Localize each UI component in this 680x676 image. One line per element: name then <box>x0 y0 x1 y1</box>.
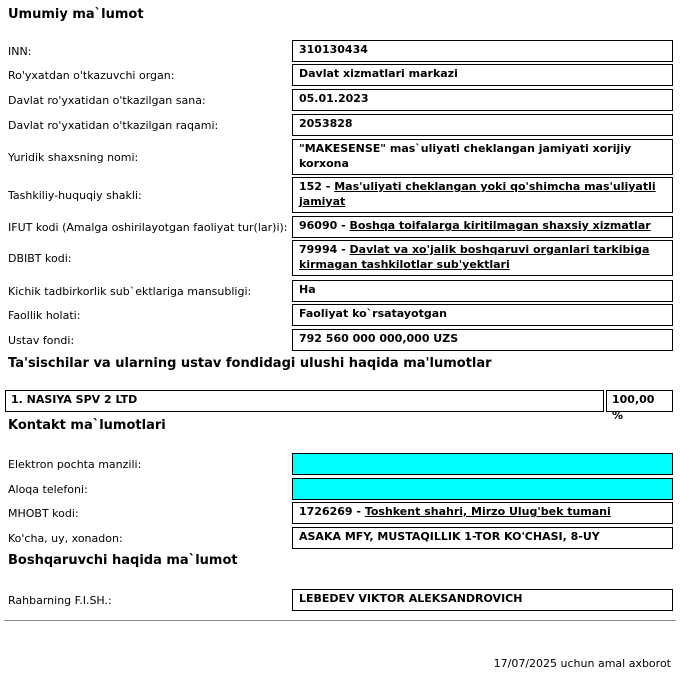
registration-number-label: Davlat ro'yxatidan o'tkazilgan raqami: <box>8 118 219 132</box>
small-business-value: Ha <box>292 280 673 302</box>
legal-form-link[interactable]: Mas'uliyati cheklangan yoki qo'shimcha mas'uliyatli jamiyat <box>299 180 656 208</box>
charter-fund-value: 792 560 000 000,000 UZS <box>292 329 673 351</box>
mhobt-label: MHOBT kodi: <box>8 506 79 520</box>
registration-number-value: 2053828 <box>292 114 673 136</box>
charter-fund-label: Ustav fondi: <box>8 333 75 347</box>
general-section-title: Umumiy ma`lumot <box>8 7 144 22</box>
manager-section-title: Boshqaruvchi haqida ma`lumot <box>8 553 238 568</box>
legal-name-value: "MAKESENSE" mas`uliyati cheklangan jamiyati xorijiy korxona <box>292 139 673 175</box>
phone-label: Aloqa telefoni: <box>8 482 88 496</box>
registration-organ-value: Davlat xizmatlari markazi <box>292 64 673 86</box>
dbibt-label: DBIBT kodi: <box>8 251 72 265</box>
legal-name-label: Yuridik shaxsning nomi: <box>8 150 139 164</box>
phone-value <box>292 478 673 500</box>
email-value <box>292 453 673 475</box>
ifut-code: 96090 <box>299 219 338 232</box>
activity-status-label: Faollik holati: <box>8 308 81 322</box>
founder-name: 1. NASIYA SPV 2 LTD <box>5 390 604 412</box>
dbibt-code: 79994 <box>299 243 338 256</box>
ifut-value: 96090 - Boshqa toifalarga kiritilmagan shaxsiy xizmatlar <box>292 216 673 238</box>
ifut-link[interactable]: Boshqa toifalarga kiritilmagan shaxsiy xizmatlar <box>349 219 651 232</box>
registration-date-label: Davlat ro'yxatidan o'tkazilgan sana: <box>8 93 206 107</box>
activity-status-value: Faoliyat ko`rsatayotgan <box>292 304 673 326</box>
manager-value: LEBEDEV VIKTOR ALEKSANDROVICH <box>292 589 673 611</box>
mhobt-value: 1726269 - Toshkent shahri, Mirzo Ulug'bek tumani <box>292 502 673 524</box>
footer-date-note: 17/07/2025 uchun amal axborot <box>493 657 671 670</box>
address-value: ASAKA MFY, MUSTAQILLIK 1-TOR KO'CHASI, 8-UY <box>292 527 673 549</box>
founder-share: 100,00 % <box>606 390 673 412</box>
small-business-label: Kichik tadbirkorlik sub`ektlariga mansubligi: <box>8 284 252 298</box>
mhobt-link[interactable]: Toshkent shahri, Mirzo Ulug'bek tumani <box>364 505 611 518</box>
founders-section-title: Ta'sischilar va ularning ustav fondidagi ulushi haqida ma'lumotlar <box>8 356 492 371</box>
manager-label: Rahbarning F.I.SH.: <box>8 593 112 607</box>
ifut-label: IFUT kodi (Amalga oshirilayotgan faoliyat tur(lar)i): <box>8 220 288 234</box>
legal-form-code: 152 <box>299 180 322 193</box>
registration-organ-label: Ro'yxatdan o'tkazuvchi organ: <box>8 68 175 82</box>
dbibt-link[interactable]: Davlat va xo'jalik boshqaruvi organlari tarkibiga kirmagan tashkilotlar sub'yektlari <box>299 243 650 271</box>
divider <box>4 620 676 621</box>
legal-form-value: 152 - Mas'uliyati cheklangan yoki qo'shimcha mas'uliyatli jamiyat <box>292 177 673 213</box>
inn-label: INN: <box>8 44 32 58</box>
dbibt-value: 79994 - Davlat va xo'jalik boshqaruvi organlari tarkibiga kirmagan tashkilotlar sub'yektlari <box>292 240 673 276</box>
inn-value: 310130434 <box>292 40 673 62</box>
email-label: Elektron pochta manzili: <box>8 457 142 471</box>
address-label: Ko'cha, uy, xonadon: <box>8 531 123 545</box>
registration-date-value: 05.01.2023 <box>292 89 673 111</box>
contacts-section-title: Kontakt ma`lumotlari <box>8 418 166 433</box>
legal-form-label: Tashkiliy-huquqiy shakli: <box>8 188 142 202</box>
mhobt-code: 1726269 <box>299 505 353 518</box>
